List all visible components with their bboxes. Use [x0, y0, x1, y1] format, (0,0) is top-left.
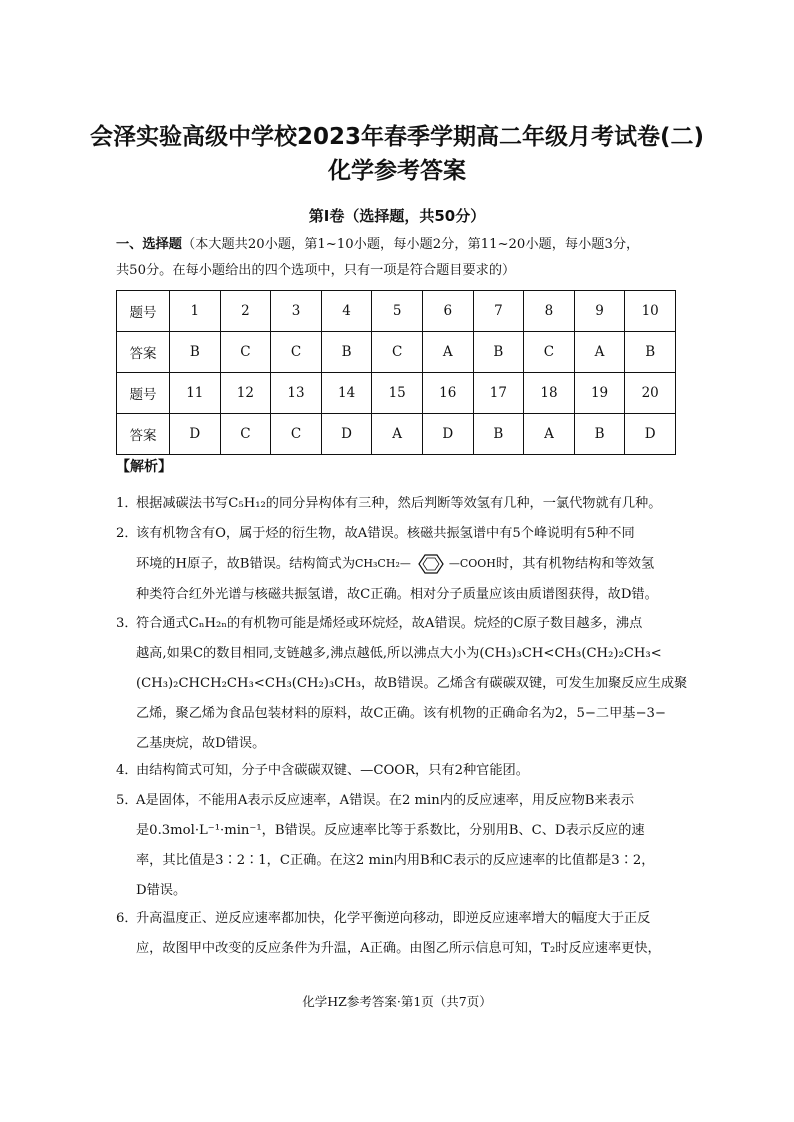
answer-table-row — [117, 373, 676, 414]
table-cell: D — [321, 414, 372, 455]
table-cell: 7 — [473, 291, 524, 332]
page-title: 会泽实验高级中学校2023年春季学期高二年级月考试卷(二) — [89, 124, 705, 150]
table-cell: C — [220, 414, 271, 455]
table-cell: 9 — [574, 291, 625, 332]
answer-table — [116, 290, 676, 455]
table-cell: B — [625, 332, 676, 373]
page-footer: 化学HZ参考答案·第1页（共7页） — [302, 994, 492, 1009]
page-subtitle: 化学参考答案 — [328, 158, 466, 184]
table-cell: C — [220, 332, 271, 373]
explanation-2: 2． 该有机物含有O，属于烃的衍生物，故A错误。核磁共振氢谱中有5个峰说明有5种不同 环境的H原子，故B错误。结构简式为CH₃CH₂— —COOH时，其有机物结构和等效氢 种类符合红外光谱与核磁共振氢谱，故C正确。相对分子质量应该由质谱图获得，故D错。 — [116, 519, 688, 610]
table-cell: 20 — [625, 373, 676, 414]
section-heading: 第Ⅰ卷（选择题，共50分） — [308, 207, 486, 225]
explanation-5: 5． A是固体，不能用A表示反应速率，A错误。在2 min内的反应速率，用反应物B来表示 是0.3mol·L⁻¹·min⁻¹，B错误。反应速率比等于系数比，分别用B、C、D表示反应的速 率，其比值是3∶2∶1，C正确。在这2 min内用B和C表示的反应速率的比值都是3∶2， D错误。 — [116, 793, 655, 898]
table-cell: B — [473, 414, 524, 455]
benzene-ring-icon — [411, 553, 449, 575]
answer-table-row — [117, 291, 676, 332]
table-cell: B — [170, 332, 221, 373]
answer-table-row — [117, 414, 676, 455]
table-cell: B — [574, 414, 625, 455]
table-cell: 11 — [170, 373, 221, 414]
table-cell: 16 — [422, 373, 473, 414]
table-cell: 3 — [271, 291, 322, 332]
table-cell: 17 — [473, 373, 524, 414]
table-cell: A — [524, 414, 575, 455]
table-cell: B — [321, 332, 372, 373]
table-cell: 15 — [372, 373, 423, 414]
table-cell: 4 — [321, 291, 372, 332]
table-cell: 10 — [625, 291, 676, 332]
explanation-3: 3． 符合通式CₙH₂ₙ的有机物可能是烯烃或环烷烃，故A错误。烷烃的C原子数目越多，沸点 越高,如果C的数目相同,支链越多,沸点越低,所以沸点大小为(CH₃)₃CH<CH₃(CH₂)₂CH₃< (CH₃)₂CHCH₂CH₃<CH₃(CH₂)₃CH₃，故B错误。乙烯含有碳碳双键，可发生加聚反应生成聚 乙烯，聚乙烯为食品包装材料的原料，故C正确。该有机物的正确命名为2，5−二甲基−3− 乙基庚烷，故D错误。 — [116, 616, 688, 751]
table-cell: 8 — [524, 291, 575, 332]
benzene-formula: CH₃CH₂— —COOH — [355, 549, 496, 579]
table-cell: 5 — [372, 291, 423, 332]
table-cell: 18 — [524, 373, 575, 414]
structure-line: 环境的H原子，故B错误。结构简式为CH₃CH₂— —COOH时，其有机物结构和等效氢 — [136, 549, 688, 580]
table-cell: C — [271, 332, 322, 373]
table-cell: A — [422, 332, 473, 373]
answer-table-row — [117, 332, 676, 373]
part1-label: 一、选择题 — [116, 237, 182, 252]
table-cell: 2 — [220, 291, 271, 332]
explanation-1: 1． 根据减碳法书写C₅H₁₂的同分异构体有三种，然后判断等效氢有几种，一氯代物就有几种。 — [116, 496, 662, 511]
explanation-6: 6． 升高温度正、逆反应速率都加快，化学平衡逆向移动，即逆反应速率增大的幅度大于正反 应，故图甲中改变的反应条件为升温，A正确。由图乙所示信息可知，T₂时反应速率更快， — [116, 911, 661, 956]
row-header: 答案 — [117, 414, 170, 455]
table-cell: 14 — [321, 373, 372, 414]
part1-instruction-cont: 共50分。在每小题给出的四个选项中，只有一项是符合题目要求的） — [116, 263, 516, 278]
table-cell: D — [422, 414, 473, 455]
row-header: 题号 — [117, 373, 170, 414]
row-header: 答案 — [117, 332, 170, 373]
table-cell: C — [524, 332, 575, 373]
table-cell: B — [473, 332, 524, 373]
table-cell: 12 — [220, 373, 271, 414]
table-cell: A — [574, 332, 625, 373]
part1-instruction: 一、选择题（本大题共20小题，第1~10小题，每小题2分，第11~20小题，每小题3分， — [116, 237, 640, 252]
table-cell: 6 — [422, 291, 473, 332]
table-cell: 13 — [271, 373, 322, 414]
table-cell: C — [372, 332, 423, 373]
analysis-label: 【解析】 — [116, 459, 172, 475]
table-cell: 19 — [574, 373, 625, 414]
explanation-4: 4． 由结构简式可知，分子中含碳碳双键、—COOR，只有2种官能团。 — [116, 763, 529, 778]
table-cell: 1 — [170, 291, 221, 332]
table-cell: C — [271, 414, 322, 455]
table-cell: D — [625, 414, 676, 455]
row-header: 题号 — [117, 291, 170, 332]
table-cell: D — [170, 414, 221, 455]
table-cell: A — [372, 414, 423, 455]
